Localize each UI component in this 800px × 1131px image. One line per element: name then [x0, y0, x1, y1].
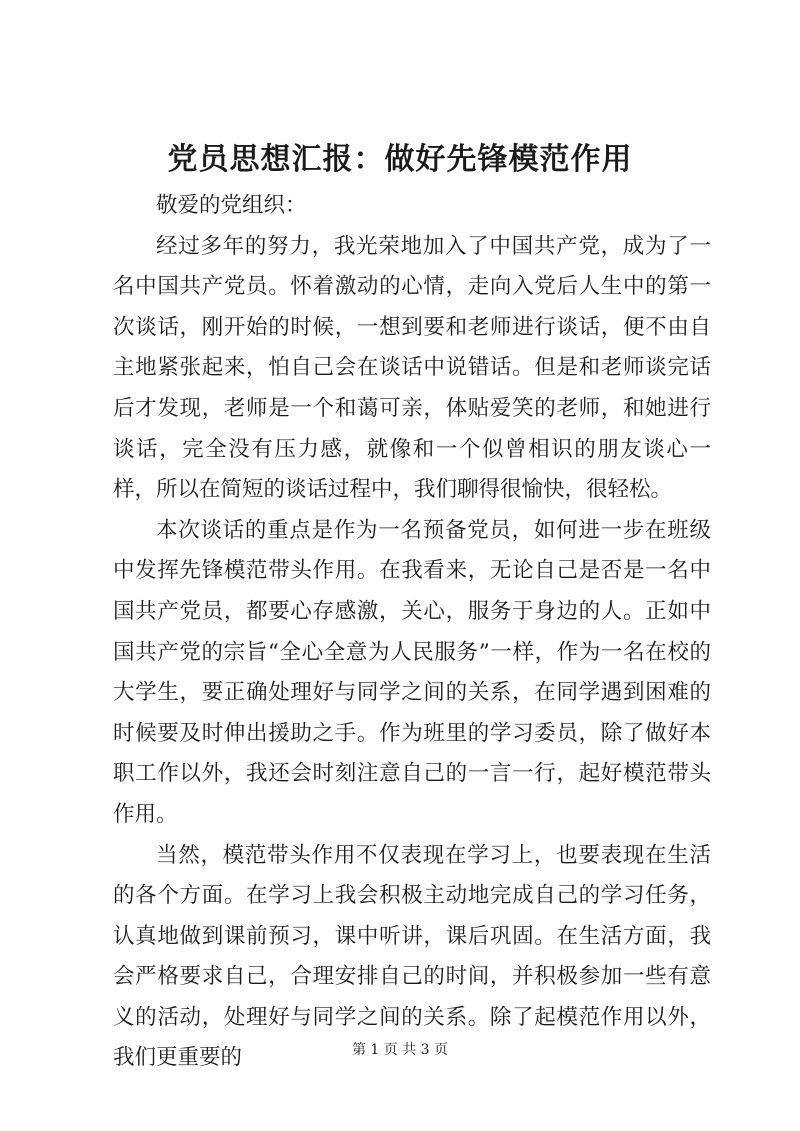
paragraph-1: 经过多年的努力，我光荣地加入了中国共产党，成为了一名中国共产党员。怀着激动的心情，走向入党后人生中的第一次谈话，刚开始的时候，一想到要和老师进行谈话，便不由自主地紧张起来，怕自己会在谈话中说错话。但是和老师谈完话后才发现，老师是一个和蔼可亲，体贴爱笑的老师，和她进行谈话，完全没有压力感，就像和一个似曾相识的朋友谈心一样，所以在简短的谈话过程中，我们聊得很愉快，很轻松。 [113, 233, 711, 503]
document-body [113, 186, 711, 1079]
paragraph-2: 本次谈话的重点是作为一名预备党员，如何进一步在班级中发挥先锋模范带头作用。在我看来，无论自己是否是一名中国共产党员，都要心存感激，关心，服务于身边的人。正如中国共产党的宗旨“全心全意为人民服务”一样，作为一名在校的大学生，要正确处理好与同学之间的关系，在同学遇到困难的时候要及时伸出援助之手。作为班里的学习委员，除了做好本职工作以外，我还会时刻注意自己的一言一行，起好模范带头作用。 [113, 517, 711, 827]
greeting: 敬爱的党组织： [156, 193, 307, 218]
document-title: 党员思想汇报：做好先锋模范作用 [167, 142, 633, 177]
page-footer: 第 1 页 共 3 页 [351, 1042, 449, 1058]
paragraph-3: 当然，模范带头作用不仅表现在学习上，也要表现在生活的各个方面。在学习上我会积极主动地完成自己的学习任务，认真地做到课前预习，课中听讲，课后巩固。在生活方面，我会严格要求自己，合理安排自己的时间，并积极参加一些有意义的活动，处理好与同学之间的关系。除了起模范作用以外，我们更重要的 [113, 842, 711, 1071]
